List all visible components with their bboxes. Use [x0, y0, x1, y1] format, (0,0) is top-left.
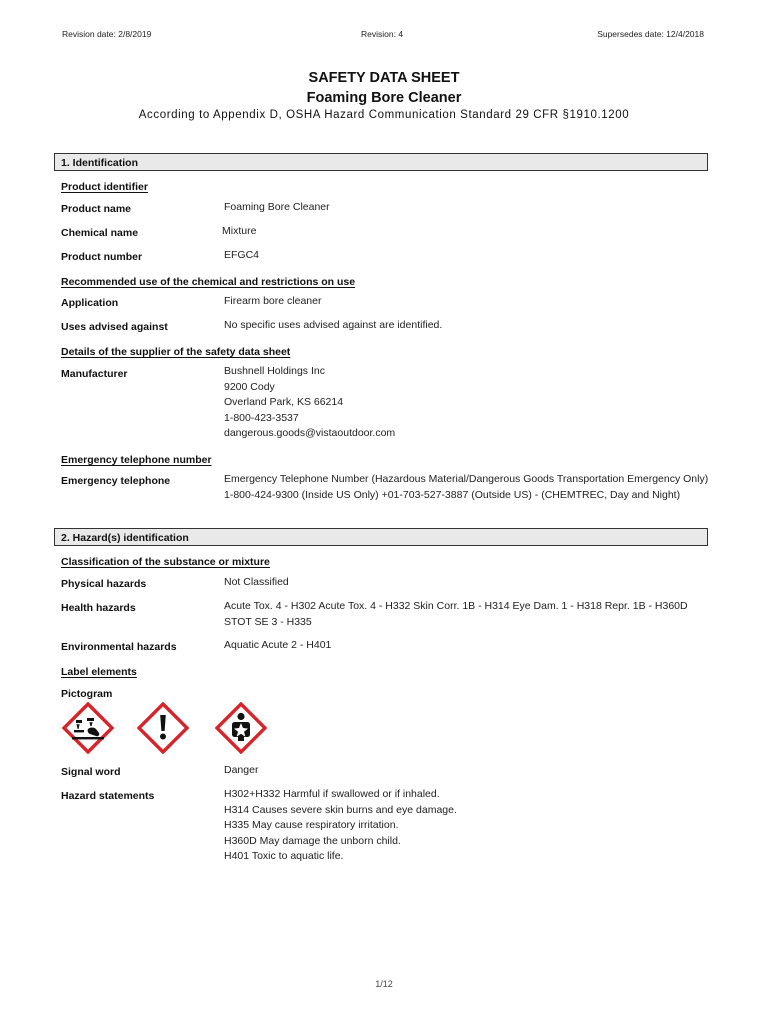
supplier-heading: Details of the supplier of the safety data sheet	[61, 346, 291, 358]
section-1-heading: 1. Identification	[54, 153, 708, 171]
revision-number: Revision: 4	[361, 29, 404, 39]
pictogram-label: Pictogram	[61, 688, 113, 700]
physical-hazards-label: Physical hazards	[61, 578, 147, 590]
document-subtitle: According to Appendix D, OSHA Hazard Communication Standard 29 CFR §1910.1200	[138, 109, 630, 121]
uses-advised-against-value: No specific uses advised against are identified.	[224, 319, 443, 331]
uses-advised-against-label: Uses advised against	[61, 321, 168, 333]
page-number: 1/12	[375, 979, 393, 989]
corrosion-pictogram-icon	[62, 702, 114, 754]
product-number-label: Product number	[61, 251, 143, 263]
product-name-value: Foaming Bore Cleaner	[224, 201, 330, 213]
product-name-label: Product name	[61, 203, 132, 215]
manufacturer-company: Bushnell Holdings Inc	[224, 365, 325, 377]
product-title: Foaming Bore Cleaner	[306, 90, 462, 106]
manufacturer-city: Overland Park, KS 66214	[224, 396, 344, 408]
emergency-heading: Emergency telephone number	[61, 454, 212, 466]
recommended-use-heading: Recommended use of the chemical and restrictions on use	[61, 276, 356, 288]
environmental-hazards-value: Aquatic Acute 2 - H401	[224, 639, 332, 651]
manufacturer-label: Manufacturer	[61, 368, 128, 380]
application-label: Application	[61, 297, 119, 309]
hazard-statement: H314 Causes severe skin burns and eye damage.	[224, 803, 457, 816]
hazard-statement: H302+H332 Harmful if swallowed or if inhaled.	[224, 788, 440, 800]
signal-word-value: Danger	[224, 764, 259, 776]
environmental-hazards-label: Environmental hazards	[61, 641, 177, 653]
hazard-statement: H401 Toxic to aquatic life.	[224, 850, 344, 862]
hazard-statements-label: Hazard statements	[61, 790, 155, 802]
hazard-statement: H335 May cause respiratory irritation.	[224, 819, 399, 831]
supersedes-date: Supersedes date: 12/4/2018	[597, 29, 704, 39]
health-hazards-value: Acute Tox. 4 - H302 Acute Tox. 4 - H332 Skin Corr. 1B - H314 Eye Dam. 1 - H318 Repr. 1B - H360D STOT SE 3 - H335	[224, 600, 688, 628]
hazard-statement: H360D May damage the unborn child.	[224, 834, 401, 847]
manufacturer-email: dangerous.goods@vistaoutdoor.com	[224, 427, 396, 439]
manufacturer-address	[224, 364, 395, 442]
chemical-name-label: Chemical name	[61, 227, 139, 239]
physical-hazards-value: Not Classified	[224, 576, 289, 588]
product-number-value: EFGC4	[224, 249, 260, 261]
health-hazard-icon	[215, 702, 267, 754]
signal-word-label: Signal word	[61, 766, 121, 778]
emergency-telephone-value: Emergency Telephone Number (Hazardous Material/Dangerous Goods Transportation Emergency Only) 1-800-424-9300 (Inside US Only) +01-703-527-3887 (Outside US) - (CHEMTREC, Day and Night)	[224, 473, 709, 501]
document-title: SAFETY DATA SHEET	[308, 70, 460, 86]
application-value: Firearm bore cleaner	[224, 295, 322, 307]
chemical-name-value: Mixture	[222, 225, 257, 237]
manufacturer-phone: 1-800-423-3537	[224, 411, 299, 424]
revision-date: Revision date: 2/8/2019	[62, 29, 152, 39]
health-hazards-label: Health hazards	[61, 602, 136, 614]
section-2-heading: 2. Hazard(s) identification	[54, 528, 708, 546]
emergency-telephone-label: Emergency telephone	[61, 475, 171, 487]
classification-heading: Classification of the substance or mixture	[61, 556, 270, 568]
exclamation-mark-icon	[137, 702, 189, 754]
label-elements-heading: Label elements	[61, 666, 137, 678]
product-identifier-heading: Product identifier	[61, 181, 148, 193]
hazard-statements-list	[224, 787, 457, 865]
manufacturer-street: 9200 Cody	[224, 380, 275, 393]
